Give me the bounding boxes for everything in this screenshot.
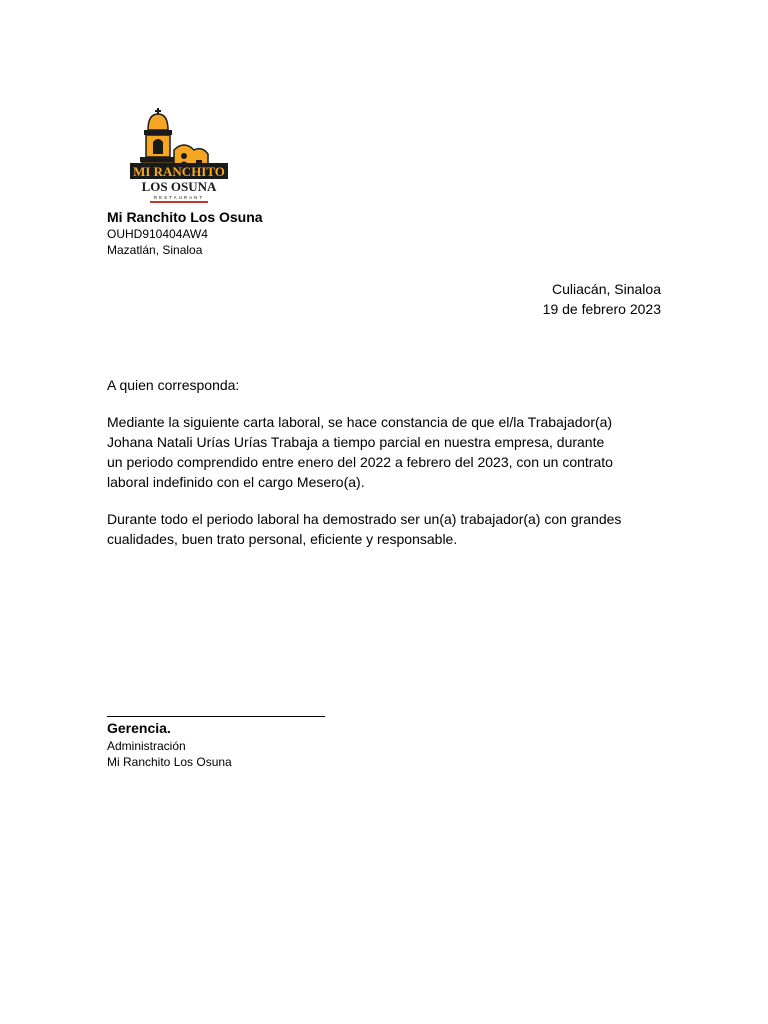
paragraph-line: Durante todo el periodo laboral ha demostrado ser un(a) trabajador(a) con grandes [107,511,622,527]
logo-line3: RESTAURANT [153,195,205,200]
paragraph-line: un periodo comprendido entre enero del 2022 a febrero del 2023, con un contrato [107,454,613,470]
place-date [543,279,661,319]
letter-greeting: A quien corresponda: [107,377,240,393]
signature-title: Gerencia. [107,720,171,736]
paragraph-line: laboral indefinido con el cargo Mesero(a). [107,474,365,490]
paragraph-line: cualidades, buen trato personal, eficiente y responsable. [107,531,458,547]
logo-line2: LOS OSUNA [141,179,217,194]
letter-city: Culiacán, Sinaloa [552,281,661,297]
company-rfc: OUHD910404AW4 [107,227,208,241]
logo-line1: MI RANCHITO [133,164,225,179]
company-name: Mi Ranchito Los Osuna [107,209,263,225]
restaurant-logo [128,106,232,204]
signature-department: Administración [107,739,186,753]
company-address: Mazatlán, Sinaloa [107,243,203,257]
letter-paragraph-1 [107,412,667,492]
signature-line [107,716,325,717]
letter-date: 19 de febrero 2023 [542,301,661,317]
signature-company: Mi Ranchito Los Osuna [107,755,232,769]
paragraph-line: Mediante la siguiente carta laboral, se hace constancia de que el/la Trabajador(a) [107,414,613,430]
paragraph-line: Johana Natali Urías Urías Trabaja a tiempo parcial en nuestra empresa, durante [107,434,605,450]
letter-paragraph-2 [107,509,667,549]
